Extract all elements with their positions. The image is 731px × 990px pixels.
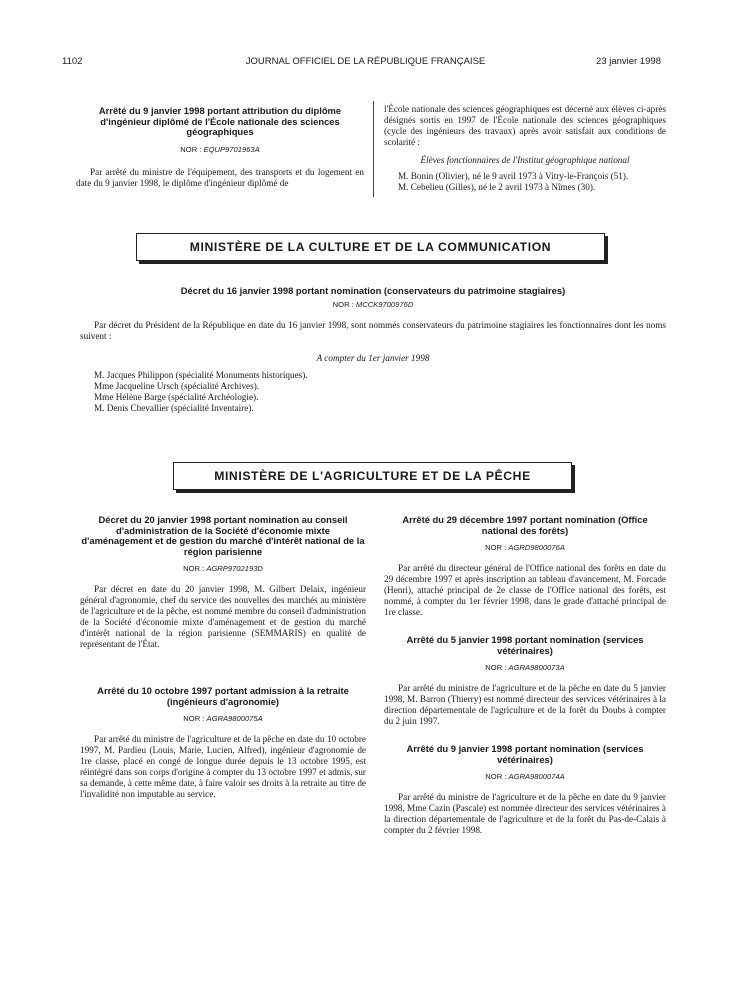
list-item: M. Bonin (Olivier), né le 9 avril 1973 à Vitry-le-François (51).: [398, 171, 629, 181]
nor-code: AGRA9800075A: [206, 714, 263, 723]
journal-title: JOURNAL OFFICIEL DE LA RÉPUBLIQUE FRANÇAISE: [245, 56, 486, 67]
nor-code: AGRD9800076A: [508, 543, 565, 552]
issue-date: 23 janvier 1998: [596, 56, 661, 67]
list-item: Mme Hélène Barge (spécialité Archéologie).: [94, 391, 259, 402]
nor-code: AGRP9702193D: [206, 564, 263, 573]
names-list: [80, 370, 666, 414]
nor-code: AGRA9800074A: [508, 772, 565, 781]
article-title: Arrêté du 9 janvier 1998 portant nomination (services vétérinaires): [406, 743, 644, 765]
nor-reference: NOR : AGRA9800073A: [485, 663, 565, 672]
nor-reference: NOR : AGRP9702193D: [183, 564, 263, 573]
nor-code: EQUP9701963A: [203, 144, 260, 154]
subheading: Élèves fonctionnaires de l'Institut géographique national: [420, 155, 630, 165]
article-veterinaires-pas-de-calais: [384, 744, 666, 836]
nor-reference: NOR : AGRD9800076A: [485, 543, 565, 552]
article-retraite: [80, 686, 366, 800]
article-body: Par arrêté du ministre de l'agriculture et de la pêche en date du 10 octobre 1997, M. Pardieu (Louis, Marie, Lucien, Alfred), ingénieur d'agronomie de 1re classe, placé en congé de longue durée depuis le 13 octobre 1995, est réintégré dans son corps d'origine à compter du 13 octobre 1997 et admis, sur sa demande, à cette même date, à faire valoir ses droits à la retraite au titre de l'invalidité non imputable au service.: [80, 734, 366, 799]
ministry-heading-culture: MINISTÈRE DE LA CULTURE ET DE LA COMMUNICATION: [136, 233, 605, 261]
article-title: Arrêté du 29 décembre 1997 portant nomination (Office national des forêts): [402, 514, 648, 536]
article-veterinaires-doubs: [384, 635, 666, 727]
nor-reference: NOR : EQUP9701963A: [180, 144, 260, 154]
nor-code: MCCK9700976D: [355, 299, 414, 309]
article-body: l'École nationale des sciences géographiques est décerné aux élèves ci-après désignés sortis en 1997 de l'École nationale des sciences géographiques (cycle des ingénieurs des travaux) après avoir satisfait aux conditions de scolarité :: [384, 104, 666, 147]
nor-code: AGRA9800073A: [508, 663, 565, 672]
nor-reference: NOR : MCCK9700976D: [332, 299, 414, 309]
article-title: Décret du 20 janvier 1998 portant nomination au conseil d'administration de la Société d'économie mixte d'aménagement et de gestion du marché d'intérêt national de la région parisienne: [81, 514, 365, 557]
ministry-heading-agriculture: MINISTÈRE DE L'AGRICULTURE ET DE LA PÊCHE: [173, 462, 572, 490]
article-diplome: [76, 106, 364, 189]
list-item: M. Jacques Philippon (spécialité Monuments historiques).: [94, 369, 308, 380]
list-item: M. Denis Chevallier (spécialité Inventaire).: [94, 402, 254, 413]
list-item: M. Cebelieu (Gilles), né le 2 avril 1973 à Nîmes (30).: [398, 182, 596, 192]
article-title: Arrêté du 9 janvier 1998 portant attribution du diplôme d'ingénieur diplômé de l'École nationale des sciences géographiques: [98, 105, 342, 137]
agriculture-left-column: [80, 515, 366, 800]
article-onf: [384, 515, 666, 618]
nor-reference: NOR : AGRA9800075A: [183, 714, 263, 723]
article-title: Arrêté du 5 janvier 1998 portant nomination (services vétérinaires): [406, 634, 644, 656]
nor-reference: NOR : AGRA9800074A: [485, 772, 565, 781]
article-title: Décret du 16 janvier 1998 portant nomination (conservateurs du patrimoine stagiaires): [180, 285, 566, 296]
article-body: Par arrêté du ministre de l'agriculture et de la pêche en date du 9 janvier 1998, Mme Cazin (Pascale) est nommée directeur des services vétérinaires à la direction départementale de l'agriculture et de la forêt du Pas-de-Calais à compter du 2 février 1998.: [384, 792, 666, 835]
page-number: 1102: [62, 56, 83, 67]
article-body: Par arrêté du ministre de l'équipement, des transports et du logement en date du 9 janvier 1998, le diplôme d'ingénieur diplômé de: [76, 166, 364, 188]
article-title: Arrêté du 10 octobre 1997 portant admission à la retraite (ingénieurs d'agronomie): [97, 685, 349, 707]
article-body: Par arrêté du directeur général de l'Office national des forêts en date du 29 décembre 1997 et après inscription au tableau d'avancement, M. Forcade (Henri), attaché principal de 2e classe de l'Office national des forêts, est nommé, à compter du 1er février 1998, dans le grade d'attaché principal de 1re classe.: [384, 563, 666, 617]
article-body: Par décret du Président de la République en date du 16 janvier 1998, sont nommés conservateurs du patrimoine stagiaires les fonctionnaires dont les noms suivent :: [80, 319, 666, 341]
article-semmaris: [80, 515, 366, 650]
effective-date: A compter du 1er janvier 1998: [316, 352, 430, 363]
agriculture-right-column: [384, 515, 666, 836]
list-item: Mme Jacqueline Ursch (spécialité Archives).: [94, 380, 260, 391]
names-list: [384, 171, 666, 193]
article-diplome-continued: [384, 104, 666, 193]
column-divider: [373, 101, 374, 197]
article-body: Par arrêté du ministre de l'agriculture et de la pêche en date du 5 janvier 1998, M. Barron (Thierry) est nommé directeur des services vétérinaires à la direction départementale de l'agriculture et de la forêt du Doubs à compter du 2 juin 1997.: [384, 683, 666, 726]
article-culture-decree: [80, 286, 666, 414]
article-body: Par décret en date du 20 janvier 1998, M. Gilbert Delaix, ingénieur général d'agronomie, chef du service des nouvelles des marchés au ministère de l'agriculture et de la pêche, est nommé membre du conseil d'administration de la Société d'économie mixte d'aménagement et de gestion du marché d'intérêt national de la région parisienne (SEMMARIS) en qualité de représentant de l'État.: [80, 584, 366, 649]
